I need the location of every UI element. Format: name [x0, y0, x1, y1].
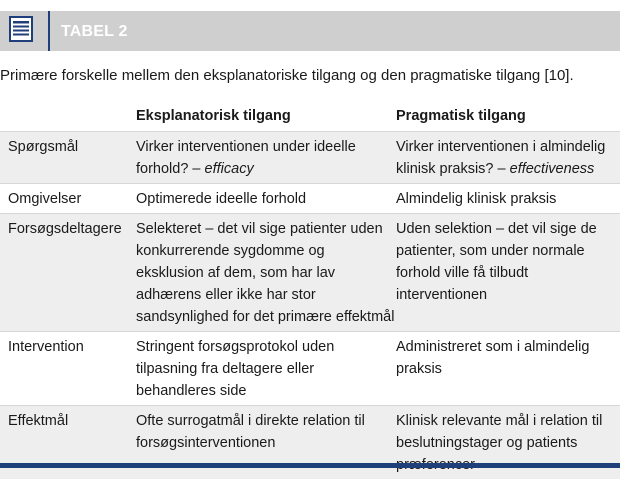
comparison-table — [0, 105, 620, 479]
pragmatic-cell: Klinisk relevante mål i relation til beslutningstager og patients — [396, 406, 620, 479]
row-label: Intervention — [0, 332, 136, 406]
cell-text: Virker interventionen under ideelle forhold? – — [136, 139, 356, 177]
row-label: Forsøgsdeltagere — [0, 214, 136, 332]
pragmatic-cell: Uden selektion – det vil sige de patienter, som under normale forhold ville få tilbudt interventionen — [396, 214, 620, 332]
row-label: Effektmål — [0, 406, 136, 479]
explanatory-cell — [136, 132, 396, 184]
column-header-pragmatic: Pragmatisk tilgang — [396, 108, 526, 124]
table-caption: Primære forskelle mellem den eksplanatoriske tilgang og den pragmatiske tilgang [10]. — [0, 67, 574, 84]
table-row — [0, 184, 620, 214]
column-header-explanatory: Eksplanatorisk tilgang — [136, 108, 291, 124]
cell-emphasis: effectiveness — [509, 161, 595, 177]
cell-text: Virker interventionen i almindelig klinisk praksis? – — [396, 139, 606, 177]
cell-emphasis: efficacy — [204, 161, 254, 177]
pragmatic-cell — [396, 132, 620, 184]
table-row — [0, 332, 620, 406]
header-divider — [48, 11, 50, 51]
explanatory-cell: Ofte surrogatmål i direkte relation til forsøgsinterventionen — [136, 406, 396, 479]
table-header-row — [0, 105, 620, 132]
table-row — [0, 214, 620, 332]
table-title: TABEL 2 — [61, 23, 128, 40]
bottom-rule — [0, 463, 620, 468]
explanatory-cell: Optimerede ideelle forhold — [136, 184, 396, 214]
pragmatic-cell: Almindelig klinisk praksis — [396, 184, 620, 214]
table-row — [0, 132, 620, 184]
pragmatic-cell: Administreret som i almindelig praksis — [396, 332, 620, 406]
explanatory-cell: Selekteret – det vil sige patienter uden konkurrerende sygdomme og eksklusion af dem, som har lav adhærens eller ikke har stor sandsynlighed for det primære effektmål — [136, 214, 396, 332]
row-label: Omgivelser — [0, 184, 136, 214]
explanatory-cell: Stringent forsøgsprotokol uden tilpasning fra deltagere eller behandleres side — [136, 332, 396, 406]
row-label: Spørgsmål — [0, 132, 136, 184]
table-icon — [9, 16, 33, 42]
column-header-blank — [0, 105, 136, 132]
